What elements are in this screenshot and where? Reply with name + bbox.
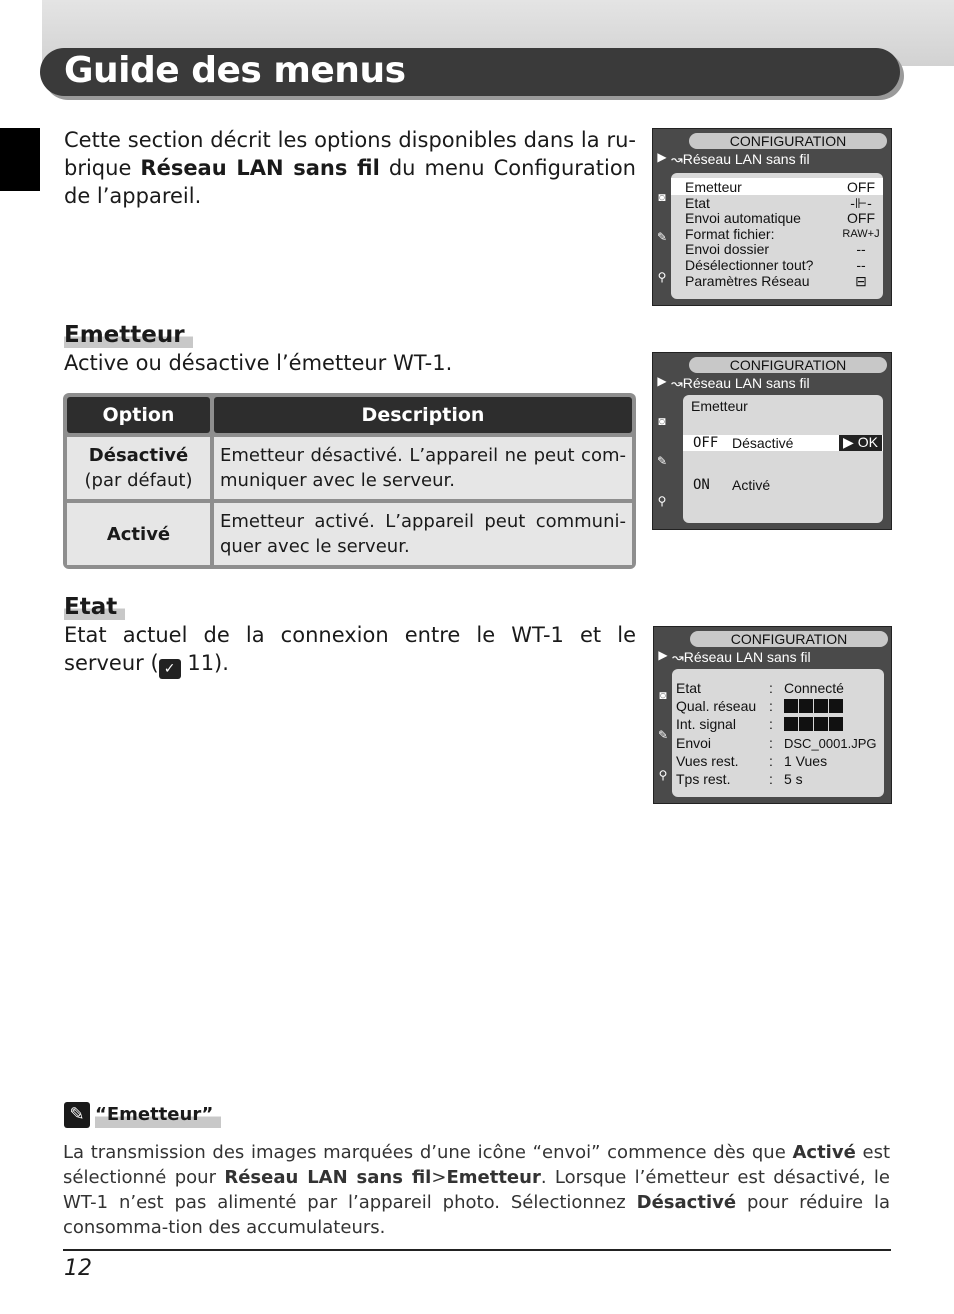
note-pencil-icon: ✎: [64, 1102, 90, 1128]
menu-item-value: RAW+J: [842, 227, 880, 240]
pencil-icon: ✎: [656, 454, 668, 468]
lcd-panel: [683, 395, 883, 523]
signal-bar: [829, 699, 843, 713]
footer-rule: [63, 1249, 891, 1251]
menu-item-value: ⊟: [855, 272, 867, 289]
menu-item-value: -⊩-: [850, 194, 872, 211]
lcd-screen-configuration: [652, 128, 892, 306]
lcd-title: Emetteur: [691, 398, 748, 414]
status-label: Qual. réseau: [676, 698, 757, 715]
intro-text-end: du menu Configuration de l’appareil.: [64, 156, 636, 208]
play-icon: ▶: [657, 150, 667, 164]
status-separator: :: [769, 752, 773, 769]
menu-item-value: OFF: [847, 210, 875, 227]
signal-bar: [829, 717, 843, 731]
wrench-icon: ⚲: [657, 270, 667, 284]
table-row: [67, 503, 632, 565]
menu-item-value: OFF: [847, 179, 875, 195]
camera-icon: ◙: [658, 190, 666, 204]
note-paragraph: La transmission des images marquées d’une icône “envoi” commence dès que Activé est sélectionné pour Réseau LAN sans fil>Emetteur. Lorsque l’émetteur est désactivé, le WT-1 n’est pas alimenté par l’appareil photo. Sélectionnez Désactivé pour réduire la consomma-tion des accumulateurs.: [63, 1142, 891, 1238]
intro-bold: Réseau LAN sans fil: [140, 156, 380, 180]
ok-badge: ▶ OK: [839, 435, 882, 451]
page-title: Guide des menus: [64, 50, 406, 91]
signal-bars: [784, 717, 844, 734]
opt-label-on: Activé: [732, 477, 771, 493]
menu-item-value: --: [856, 257, 866, 273]
col-option: Option: [67, 397, 210, 433]
lcd-header: CONFIGURATION: [689, 357, 887, 373]
status-value: 5 s: [784, 771, 803, 787]
lcd-screen-emetteur: [652, 352, 892, 530]
signal-bar: [784, 717, 798, 731]
option-cell: Activé: [67, 503, 210, 565]
camera-icon: ◙: [659, 688, 667, 702]
title-bar: [40, 48, 900, 96]
etat-desc: Etat actuel de la connexion entre le WT-1 et le serveur ( ✓ 11).: [64, 623, 636, 677]
status-label: Envoi: [676, 734, 712, 751]
menu-item-label: Emetteur: [685, 179, 742, 195]
signal-bar: [814, 699, 828, 713]
emetteur-heading: Emetteur: [64, 322, 193, 348]
status-label: Tps rest.: [676, 771, 731, 787]
lcd-header: CONFIGURATION: [690, 631, 888, 647]
lcd-header: CONFIGURATION: [689, 133, 887, 149]
note-heading: “Emetteur”: [95, 1102, 221, 1128]
wireless-icon: ↝: [671, 151, 683, 167]
status-separator: :: [769, 771, 773, 787]
menu-item-label: Paramètres Réseau: [685, 272, 810, 289]
pencil-icon: ✎: [656, 230, 668, 244]
intro-text: Cette section décrit les options disponibles dans la ru-brique: [64, 128, 636, 180]
status-value: Connecté: [784, 680, 844, 696]
menu-item-label: Désélectionner tout?: [685, 257, 814, 273]
reference-icon: ✓: [159, 659, 181, 679]
signal-bar: [799, 699, 813, 713]
options-table: [63, 393, 636, 569]
menu-item-label: Envoi dossier: [685, 241, 770, 258]
wireless-icon: ↝: [671, 375, 683, 391]
signal-bar: [799, 717, 813, 731]
pencil-icon: ✎: [657, 728, 669, 742]
wrench-icon: ⚲: [658, 768, 668, 782]
camera-icon: ◙: [658, 414, 666, 428]
play-icon: ▶: [657, 374, 667, 388]
status-separator: :: [769, 698, 773, 715]
opt-code-off: OFF: [693, 435, 719, 451]
lcd-screen-etat: [653, 626, 892, 804]
opt-label-off: Désactivé: [732, 435, 794, 451]
menu-item-label: Format fichier:: [685, 225, 775, 242]
menu-item-value: --: [856, 241, 866, 258]
signal-bar: [784, 699, 798, 713]
col-description: Description: [214, 397, 632, 433]
status-label: Int. signal: [676, 716, 736, 733]
description-cell: Emetteur activé. L’appareil peut communi-quer avec le serveur.: [214, 503, 632, 565]
page-number: 12: [64, 1256, 92, 1281]
description-cell: Emetteur désactivé. L’appareil ne peut com-muniquer avec le serveur.: [214, 437, 632, 499]
status-value: DSC_0001.JPG: [784, 735, 877, 751]
status-separator: :: [769, 680, 773, 696]
table-row: [67, 437, 632, 499]
status-value: 1 Vues: [784, 752, 828, 769]
status-label: Vues rest.: [676, 752, 739, 769]
signal-bar: [814, 717, 828, 731]
opt-code-on: ON: [693, 477, 710, 493]
wrench-icon: ⚲: [657, 494, 667, 508]
signal-bars: [784, 699, 844, 716]
status-label: Etat: [676, 680, 701, 696]
play-icon: ▶: [658, 648, 668, 662]
option-cell: Désactivé (par défaut): [67, 437, 210, 499]
lcd-submenu: ↝Réseau LAN sans fil: [671, 375, 810, 391]
chapter-tab: [0, 128, 40, 191]
intro-paragraph: [64, 126, 636, 210]
menu-item-label: Etat: [685, 194, 710, 211]
emetteur-desc: Active ou désactive l’émetteur WT-1.: [64, 351, 453, 375]
lcd-submenu: ↝Réseau LAN sans fil: [671, 151, 810, 167]
lcd-submenu: ↝Réseau LAN sans fil: [672, 649, 811, 665]
status-separator: :: [769, 734, 773, 751]
menu-item-label: Envoi automatique: [685, 210, 801, 227]
wireless-icon: ↝: [672, 649, 684, 665]
status-separator: :: [769, 716, 773, 733]
etat-heading: Etat: [64, 594, 125, 620]
